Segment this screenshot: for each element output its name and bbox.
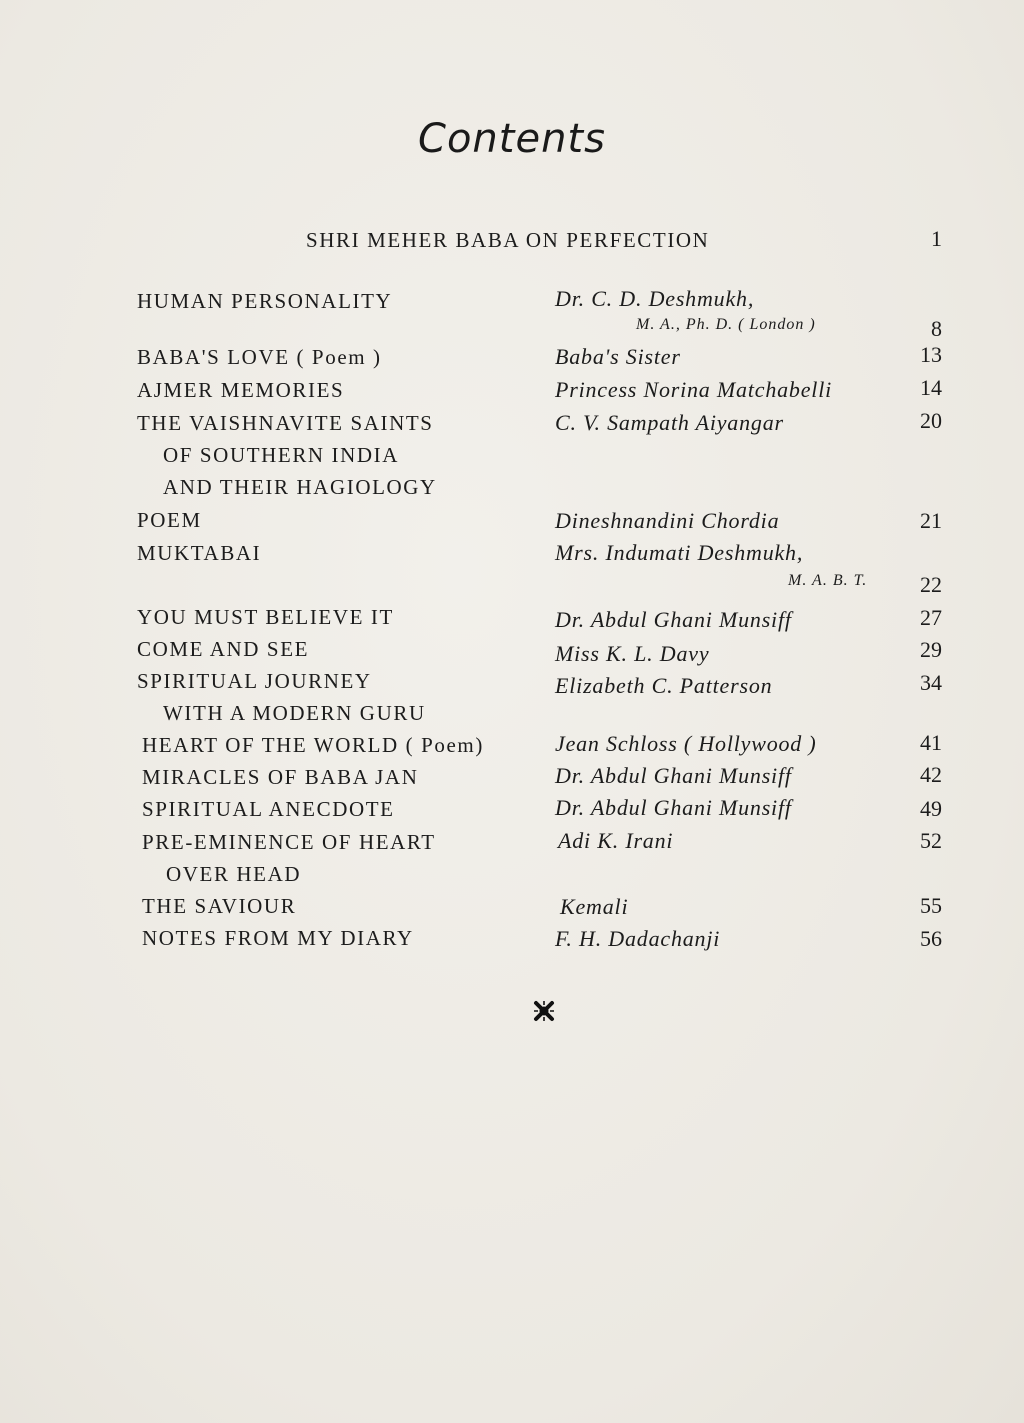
entry-author: Miss K. L. Davy: [555, 641, 710, 666]
entry-title-line: SPIRITUAL ANECDOTE: [142, 797, 395, 821]
entry-title-line: HEART OF THE WORLD ( Poem): [142, 733, 484, 757]
entry-title-line: MIRACLES OF BABA JAN: [142, 765, 419, 789]
entry-page-number: 27: [920, 605, 942, 630]
entry-author: Dr. Abdul Ghani Munsiff: [555, 607, 792, 632]
entry-page-number: 8: [931, 316, 942, 341]
entry-page-number: 29: [920, 637, 942, 662]
entry-author: C. V. Sampath Aiyangar: [555, 410, 784, 435]
entry-title-line: BABA'S LOVE ( Poem ): [137, 345, 382, 369]
page-title: Contents: [418, 116, 606, 162]
entry-title-line: HUMAN PERSONALITY: [137, 289, 393, 313]
entry-author: Kemali: [560, 894, 629, 919]
entry-author: Dr. Abdul Ghani Munsiff: [555, 763, 792, 788]
entry-author: Baba's Sister: [555, 344, 681, 369]
entry-author: Jean Schloss ( Hollywood ): [555, 731, 817, 756]
entry-page-number: 22: [920, 572, 942, 597]
entry-author: Dr. C. D. Deshmukh,: [555, 286, 755, 311]
entry-title-line: SPIRITUAL JOURNEY: [137, 669, 372, 693]
entry-page-number: 34: [920, 670, 942, 695]
entry-author: Adi K. Irani: [558, 828, 674, 853]
entry-title-line: NOTES FROM MY DIARY: [142, 926, 414, 950]
entry-title-line: OVER HEAD: [166, 862, 302, 886]
entry-page-number: 14: [920, 375, 942, 400]
entry-page-number: 41: [920, 730, 942, 755]
entry-author-qualification: M. A. B. T.: [788, 572, 868, 589]
entry-page-number: 13: [920, 342, 942, 367]
entry-author: Princess Norina Matchabelli: [555, 377, 833, 402]
entry-title-line: COME AND SEE: [137, 637, 310, 661]
entry-author: Dr. Abdul Ghani Munsiff: [555, 795, 792, 820]
entry-author: Mrs. Indumati Deshmukh,: [555, 540, 804, 565]
entry-page-number: 21: [920, 508, 942, 533]
entry-title-line: THE SAVIOUR: [142, 894, 297, 918]
entry-title-line: OF SOUTHERN INDIA: [163, 443, 400, 467]
ornament-icon: [533, 1000, 555, 1022]
entry-author: Elizabeth C. Patterson: [555, 673, 773, 698]
entry-title-line: MUKTABAI: [137, 541, 262, 565]
entry-title-line: PRE-EMINENCE OF HEART: [142, 830, 436, 854]
entry-page-number: 49: [920, 796, 942, 821]
entry-page-number: 42: [920, 762, 942, 787]
entry-title-line: WITH A MODERN GURU: [163, 701, 426, 725]
entry-author: Dineshnandini Chordia: [555, 508, 780, 533]
entry-page-number: 20: [920, 408, 942, 433]
entry-title-line: AND THEIR HAGIOLOGY: [163, 475, 437, 499]
entry-author-qualification: M. A., Ph. D. ( London ): [636, 316, 816, 333]
entry-page-number: 56: [920, 926, 942, 951]
lead-entry-title: SHRI MEHER BABA ON PERFECTION: [306, 228, 710, 252]
entry-title-line: YOU MUST BELIEVE IT: [137, 605, 394, 629]
lead-entry-page: 1: [931, 226, 942, 251]
entry-title-line: THE VAISHNAVITE SAINTS: [137, 411, 434, 435]
entry-page-number: 52: [920, 828, 942, 853]
entry-page-number: 55: [920, 893, 942, 918]
entry-title-line: POEM: [137, 508, 202, 532]
entry-author: F. H. Dadachanji: [555, 926, 721, 951]
entry-title-line: AJMER MEMORIES: [137, 378, 345, 402]
